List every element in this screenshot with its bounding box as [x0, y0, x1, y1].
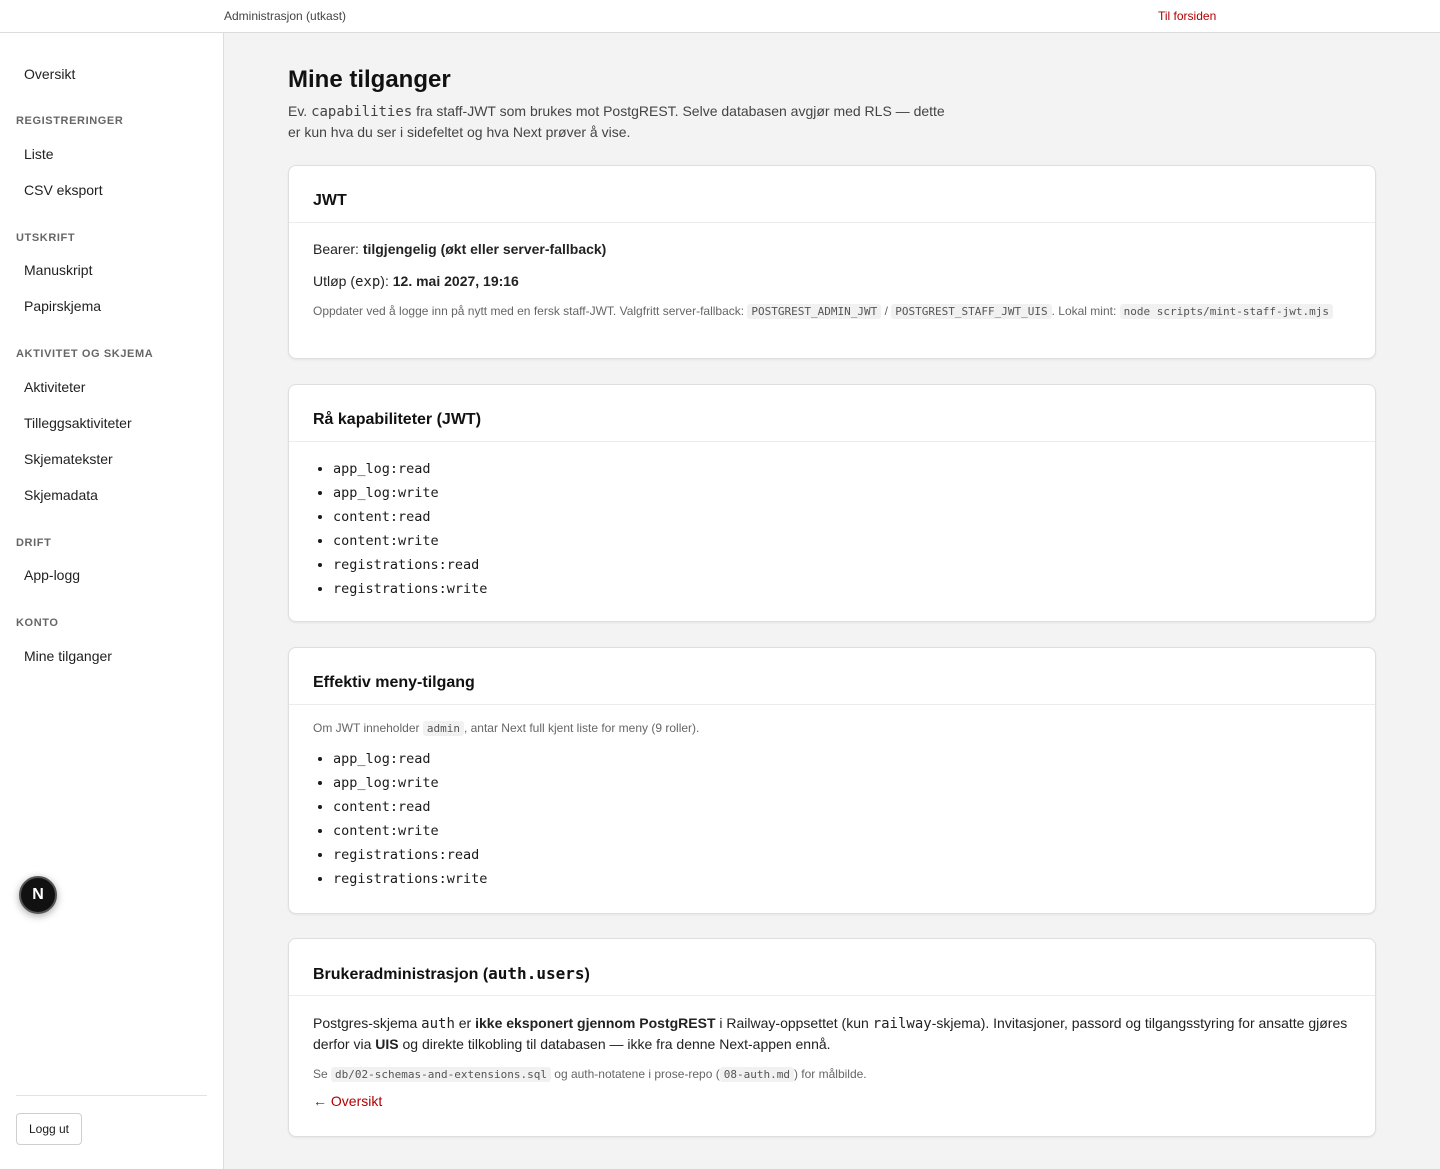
card-title: JWT — [313, 192, 347, 209]
sidebar-item-csv-eksport[interactable]: CSV eksport — [24, 182, 103, 198]
sidebar-heading-registreringer: REGISTRERINGER — [16, 115, 124, 127]
capability-item: • content:read — [333, 505, 1351, 529]
user-admin-reference: Se db/02-schemas-and-extensions.sql og auth-notatene i prose-repo ( 08-auth.md ) for målbilde. — [313, 1067, 867, 1081]
capability-item: • registrations:read — [333, 553, 1351, 577]
jwt-refresh-note: Oppdater ved å logge inn på nytt med en fersk staff-JWT. Valgfritt server-fallback: POSTGREST_ADMIN_JWT / POSTGREST_STAFF_JWT_UIS . Lokal mint: node scripts/mint-staff-jwt.mjs — [313, 303, 1351, 320]
sidebar-heading-drift: DRIFT — [16, 537, 52, 549]
bearer-status: Bearer: tilgjengelig (økt eller server-fallback) — [313, 241, 607, 257]
sidebar-item-skjematekster[interactable]: Skjematekster — [24, 451, 113, 467]
capability-item: • content:write — [333, 819, 1351, 843]
capability-item: • registrations:write — [333, 577, 1351, 601]
sidebar-item-app-logg[interactable]: App-logg — [24, 567, 81, 583]
top-bar — [0, 0, 1440, 33]
sidebar-item-liste[interactable]: Liste — [24, 146, 54, 162]
capability-item: • registrations:read — [333, 843, 1351, 867]
home-link[interactable]: Til forsiden — [1158, 9, 1217, 23]
sidebar-divider — [16, 1095, 207, 1096]
sidebar-item-mine-tilganger[interactable]: Mine tilganger — [24, 648, 112, 664]
sidebar-heading-aktivitet-og-skjema: AKTIVITET OG SKJEMA — [16, 348, 154, 360]
next-dev-tools-button[interactable]: N — [19, 876, 57, 914]
capability-item: • content:read — [333, 795, 1351, 819]
sidebar-item-skjemadata[interactable]: Skjemadata — [24, 487, 98, 503]
app-title: Administrasjon (utkast) — [224, 9, 347, 23]
sidebar-item-manuskript[interactable]: Manuskript — [24, 262, 93, 278]
sidebar-heading-konto: KONTO — [16, 617, 59, 629]
capability-item: • app_log:read — [333, 457, 1351, 481]
card-title: Effektiv meny-tilgang — [313, 674, 475, 691]
sidebar — [0, 33, 224, 1169]
card-title: Rå kapabiliteter (JWT) — [313, 411, 482, 428]
jwt-card — [288, 165, 1376, 359]
card-title: Brukeradministrasjon (auth.users) — [313, 964, 590, 983]
capability-item: • app_log:read — [333, 747, 1351, 771]
back-to-overview-link[interactable]: ← Oversikt — [313, 1093, 383, 1109]
raw-capabilities-card — [288, 384, 1376, 622]
effective-menu-access-card — [288, 647, 1376, 914]
capability-item: • content:write — [333, 529, 1351, 553]
sidebar-item-papirskjema[interactable]: Papirskjema — [24, 298, 102, 314]
capability-item: • app_log:write — [333, 481, 1351, 505]
page-title: Mine tilganger — [288, 66, 451, 93]
sidebar-item-tilleggsaktiviteter[interactable]: Tilleggsaktiviteter — [24, 415, 132, 431]
sidebar-heading-utskrift: UTSKRIFT — [16, 232, 76, 244]
raw-capabilities-list — [313, 457, 1351, 601]
admin-note: Om JWT inneholder admin , antar Next full kjent liste for meny (9 roller). — [313, 721, 700, 735]
user-admin-description: Postgres-skjema auth er ikke eksponert gjennom PostgREST i Railway-oppsettet (kun railway-skjema). Invitasjoner, passord og tilgangsstyring for ansatte gjøres derfor via UIS og direkte tilkobling til databasen — ikke fra denne Next-appen ennå. — [313, 1015, 1348, 1052]
capability-item: • app_log:write — [333, 771, 1351, 795]
page-intro: Ev. capabilities fra staff-JWT som brukes mot PostgREST. Selve databasen avgjør med RLS — dette er kun hva du ser i sidefeltet og hva Next prøver å vise. — [288, 103, 945, 140]
capability-item: • registrations:write — [333, 867, 1351, 891]
jwt-expiry: Utløp (exp): 12. mai 2027, 19:16 — [313, 273, 519, 290]
sidebar-item-aktiviteter[interactable]: Aktiviteter — [24, 379, 86, 395]
effective-capabilities-list — [313, 747, 1351, 891]
user-admin-card — [288, 938, 1376, 1137]
sidebar-item-oversikt[interactable]: Oversikt — [24, 66, 76, 82]
logout-button[interactable]: Logg ut — [16, 1113, 82, 1145]
main-content — [224, 33, 1440, 1169]
